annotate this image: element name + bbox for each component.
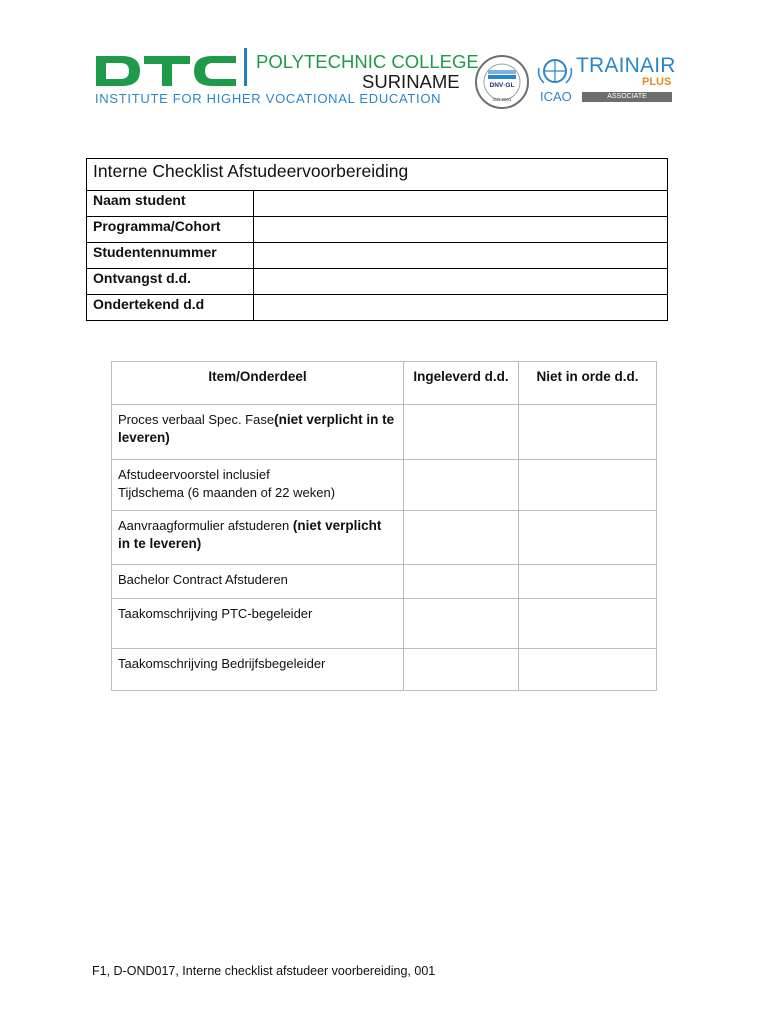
ingeleverd-cell[interactable] (404, 405, 519, 460)
dnv-gl-certificate-seal (474, 54, 530, 110)
table-row (87, 217, 668, 243)
items-checklist-table (111, 361, 657, 691)
table-row (87, 243, 668, 269)
trainair-label: TRAINAIR (576, 54, 676, 77)
header-ingeleverd: Ingeleverd d.d. (404, 362, 519, 405)
studentennummer-label: Studentennummer (87, 243, 254, 269)
table-row (87, 269, 668, 295)
trainair-plus-label: PLUS (642, 76, 672, 88)
ingeleverd-cell[interactable] (404, 649, 519, 691)
student-info-table (86, 158, 668, 321)
niet-in-orde-cell[interactable] (519, 405, 657, 460)
programma-cohort-field[interactable] (254, 217, 668, 243)
college-country: SURINAME (362, 71, 460, 92)
table-row (112, 649, 657, 691)
table-row (112, 511, 657, 565)
naam-student-label: Naam student (87, 191, 254, 217)
table-row (87, 191, 668, 217)
svg-text:DNV·GL: DNV·GL (489, 82, 515, 89)
document-footer: F1, D-OND017, Interne checklist afstudeer voorbereiding, 001 (92, 964, 436, 978)
ingeleverd-cell[interactable] (404, 511, 519, 565)
table-row (112, 405, 657, 460)
ingeleverd-cell[interactable] (404, 460, 519, 511)
ingeleverd-cell[interactable] (404, 565, 519, 599)
niet-in-orde-cell[interactable] (519, 649, 657, 691)
programma-cohort-label: Programma/Cohort (87, 217, 254, 243)
item-cell (112, 405, 404, 460)
table-row (112, 565, 657, 599)
table-row (112, 599, 657, 649)
icao-emblem-icon (536, 56, 574, 88)
item-cell: Bachelor Contract Afstuderen (112, 565, 404, 599)
icao-label: ICAO (540, 89, 572, 104)
college-name: POLYTECHNIC COLLEGE (256, 51, 479, 72)
institute-tagline: INSTITUTE FOR HIGHER VOCATIONAL EDUCATION (95, 91, 442, 106)
ontvangst-label: Ontvangst d.d. (87, 269, 254, 295)
header-item: Item/Onderdeel (112, 362, 404, 405)
ontvangst-field[interactable] (254, 269, 668, 295)
ondertekend-field[interactable] (254, 295, 668, 321)
item-cell (112, 460, 404, 511)
item-cell: Taakomschrijving PTC-begeleider (112, 599, 404, 649)
header-divider (244, 48, 247, 86)
niet-in-orde-cell[interactable] (519, 599, 657, 649)
table-row (112, 460, 657, 511)
ondertekend-label: Ondertekend d.d (87, 295, 254, 321)
table-header-row (112, 362, 657, 405)
niet-in-orde-cell[interactable] (519, 565, 657, 599)
item-note: (niet verplicht in te leveren) (118, 518, 382, 551)
checklist-title: Interne Checklist Afstudeervoorbereiding (87, 159, 668, 191)
niet-in-orde-cell[interactable] (519, 511, 657, 565)
item-cell (112, 511, 404, 565)
ingeleverd-cell[interactable] (404, 599, 519, 649)
item-cell: Taakomschrijving Bedrijfsbegeleider (112, 649, 404, 691)
studentennummer-field[interactable] (254, 243, 668, 269)
table-row (87, 295, 668, 321)
item-label: Proces verbaal Spec. Fase (118, 412, 275, 427)
niet-in-orde-cell[interactable] (519, 460, 657, 511)
naam-student-field[interactable] (254, 191, 668, 217)
item-label: Afstudeervoorstel inclusief (118, 467, 270, 482)
item-note: (niet verplicht in te leveren) (118, 412, 395, 445)
associate-badge: ASSOCIATE (582, 92, 672, 102)
document-header (94, 46, 674, 110)
item-label-line2: Tijdschema (6 maanden of 22 weken) (118, 485, 336, 500)
dtc-logo (94, 54, 240, 88)
svg-text:ISO 9001: ISO 9001 (492, 97, 512, 102)
item-label: Aanvraagformulier afstuderen (118, 518, 293, 533)
header-niet-in-orde: Niet in orde d.d. (519, 362, 657, 405)
